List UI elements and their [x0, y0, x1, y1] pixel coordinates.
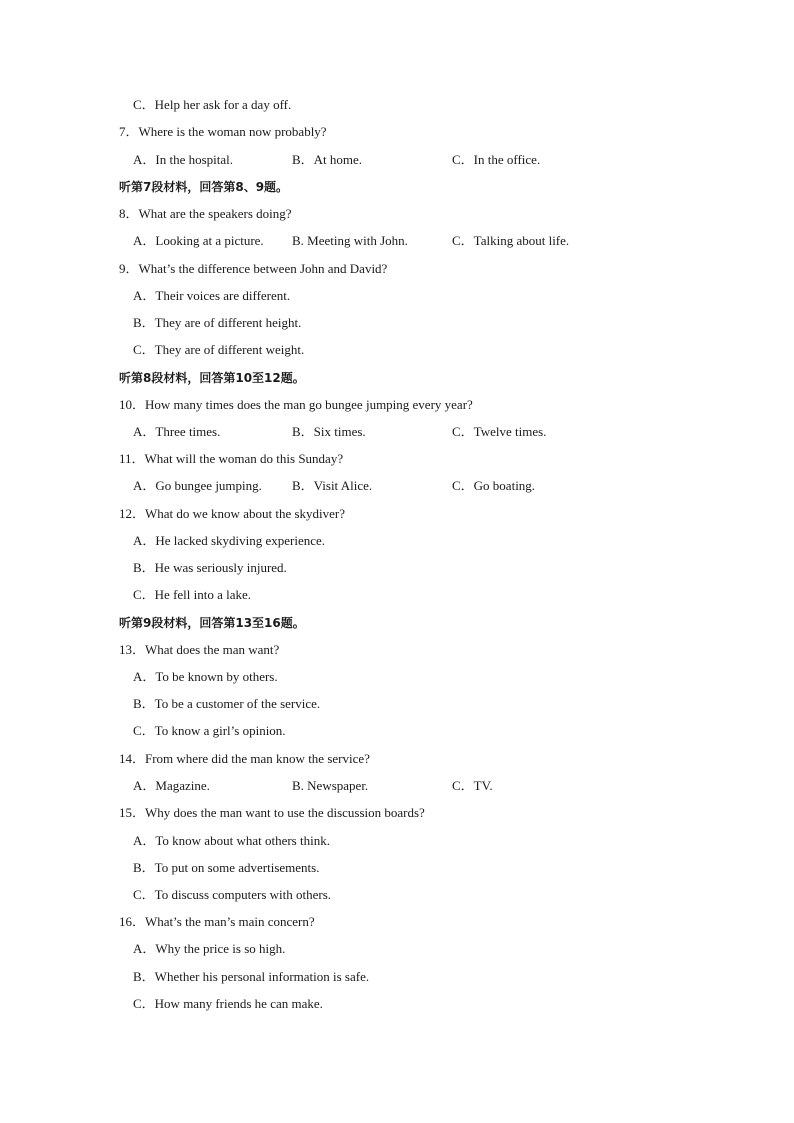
option-15b: B．To put on some advertisements. [133, 860, 320, 875]
question-9: 9．What’s the difference between John and David? [119, 261, 388, 276]
question-8: 8．What are the speakers doing? [119, 206, 292, 221]
option-9b: B．They are of different height. [133, 315, 302, 330]
option-13a: A．To be known by others. [133, 669, 278, 684]
option-9a: A．Their voices are different. [133, 288, 291, 303]
option-10c: C．Twelve times. [452, 424, 547, 439]
question-14: 14．From where did the man know the service? [119, 751, 370, 766]
option-9c: C．They are of different weight. [133, 342, 305, 357]
option-16a: A．Why the price is so high. [133, 941, 286, 956]
option-11a: A．Go bungee jumping. [133, 478, 262, 493]
option-11b: B．Visit Alice. [292, 478, 373, 493]
option-13c: C．To know a girl’s opinion. [133, 723, 286, 738]
option-7c: C．In the office. [452, 152, 541, 167]
option-14b: B. Newspaper. [292, 778, 369, 793]
option-10b: B．Six times. [292, 424, 366, 439]
section-heading-9: 听第9段材料，回答第13至16题。 [119, 616, 305, 630]
question-7: 7．Where is the woman now probably? [119, 124, 327, 139]
option-15c: C．To discuss computers with others. [133, 887, 332, 902]
option-8c: C．Talking about life. [452, 233, 570, 248]
option-14a: A．Magazine. [133, 778, 210, 793]
option-14c: C．TV. [452, 778, 493, 793]
option-15a: A．To know about what others think. [133, 833, 330, 848]
question-11: 11．What will the woman do this Sunday? [119, 451, 344, 466]
option-16c: C．How many friends he can make. [133, 996, 323, 1011]
question-16: 16．What’s the man’s main concern? [119, 914, 315, 929]
section-heading-7: 听第7段材料，回答第8、9题。 [119, 180, 289, 194]
option-10a: A．Three times. [133, 424, 221, 439]
option-12a: A．He lacked skydiving experience. [133, 533, 326, 548]
section-heading-8: 听第8段材料，回答第10至12题。 [119, 371, 305, 385]
option-8a: A．Looking at a picture. [133, 233, 264, 248]
question-13: 13．What does the man want? [119, 642, 280, 657]
option-8b: B. Meeting with John. [292, 233, 408, 248]
option-16b: B．Whether his personal information is safe. [133, 969, 370, 984]
question-12: 12．What do we know about the skydiver? [119, 506, 346, 521]
option-12c: C．He fell into a lake. [133, 587, 252, 602]
option-11c: C．Go boating. [452, 478, 536, 493]
option-7a: A．In the hospital. [133, 152, 234, 167]
question-10: 10．How many times does the man go bungee jumping every year? [119, 397, 473, 412]
option-7b: B．At home. [292, 152, 363, 167]
option-12b: B．He was seriously injured. [133, 560, 287, 575]
option-6c: C．Help her ask for a day off. [133, 97, 292, 112]
question-15: 15．Why does the man want to use the discussion boards? [119, 805, 425, 820]
option-13b: B．To be a customer of the service. [133, 696, 321, 711]
